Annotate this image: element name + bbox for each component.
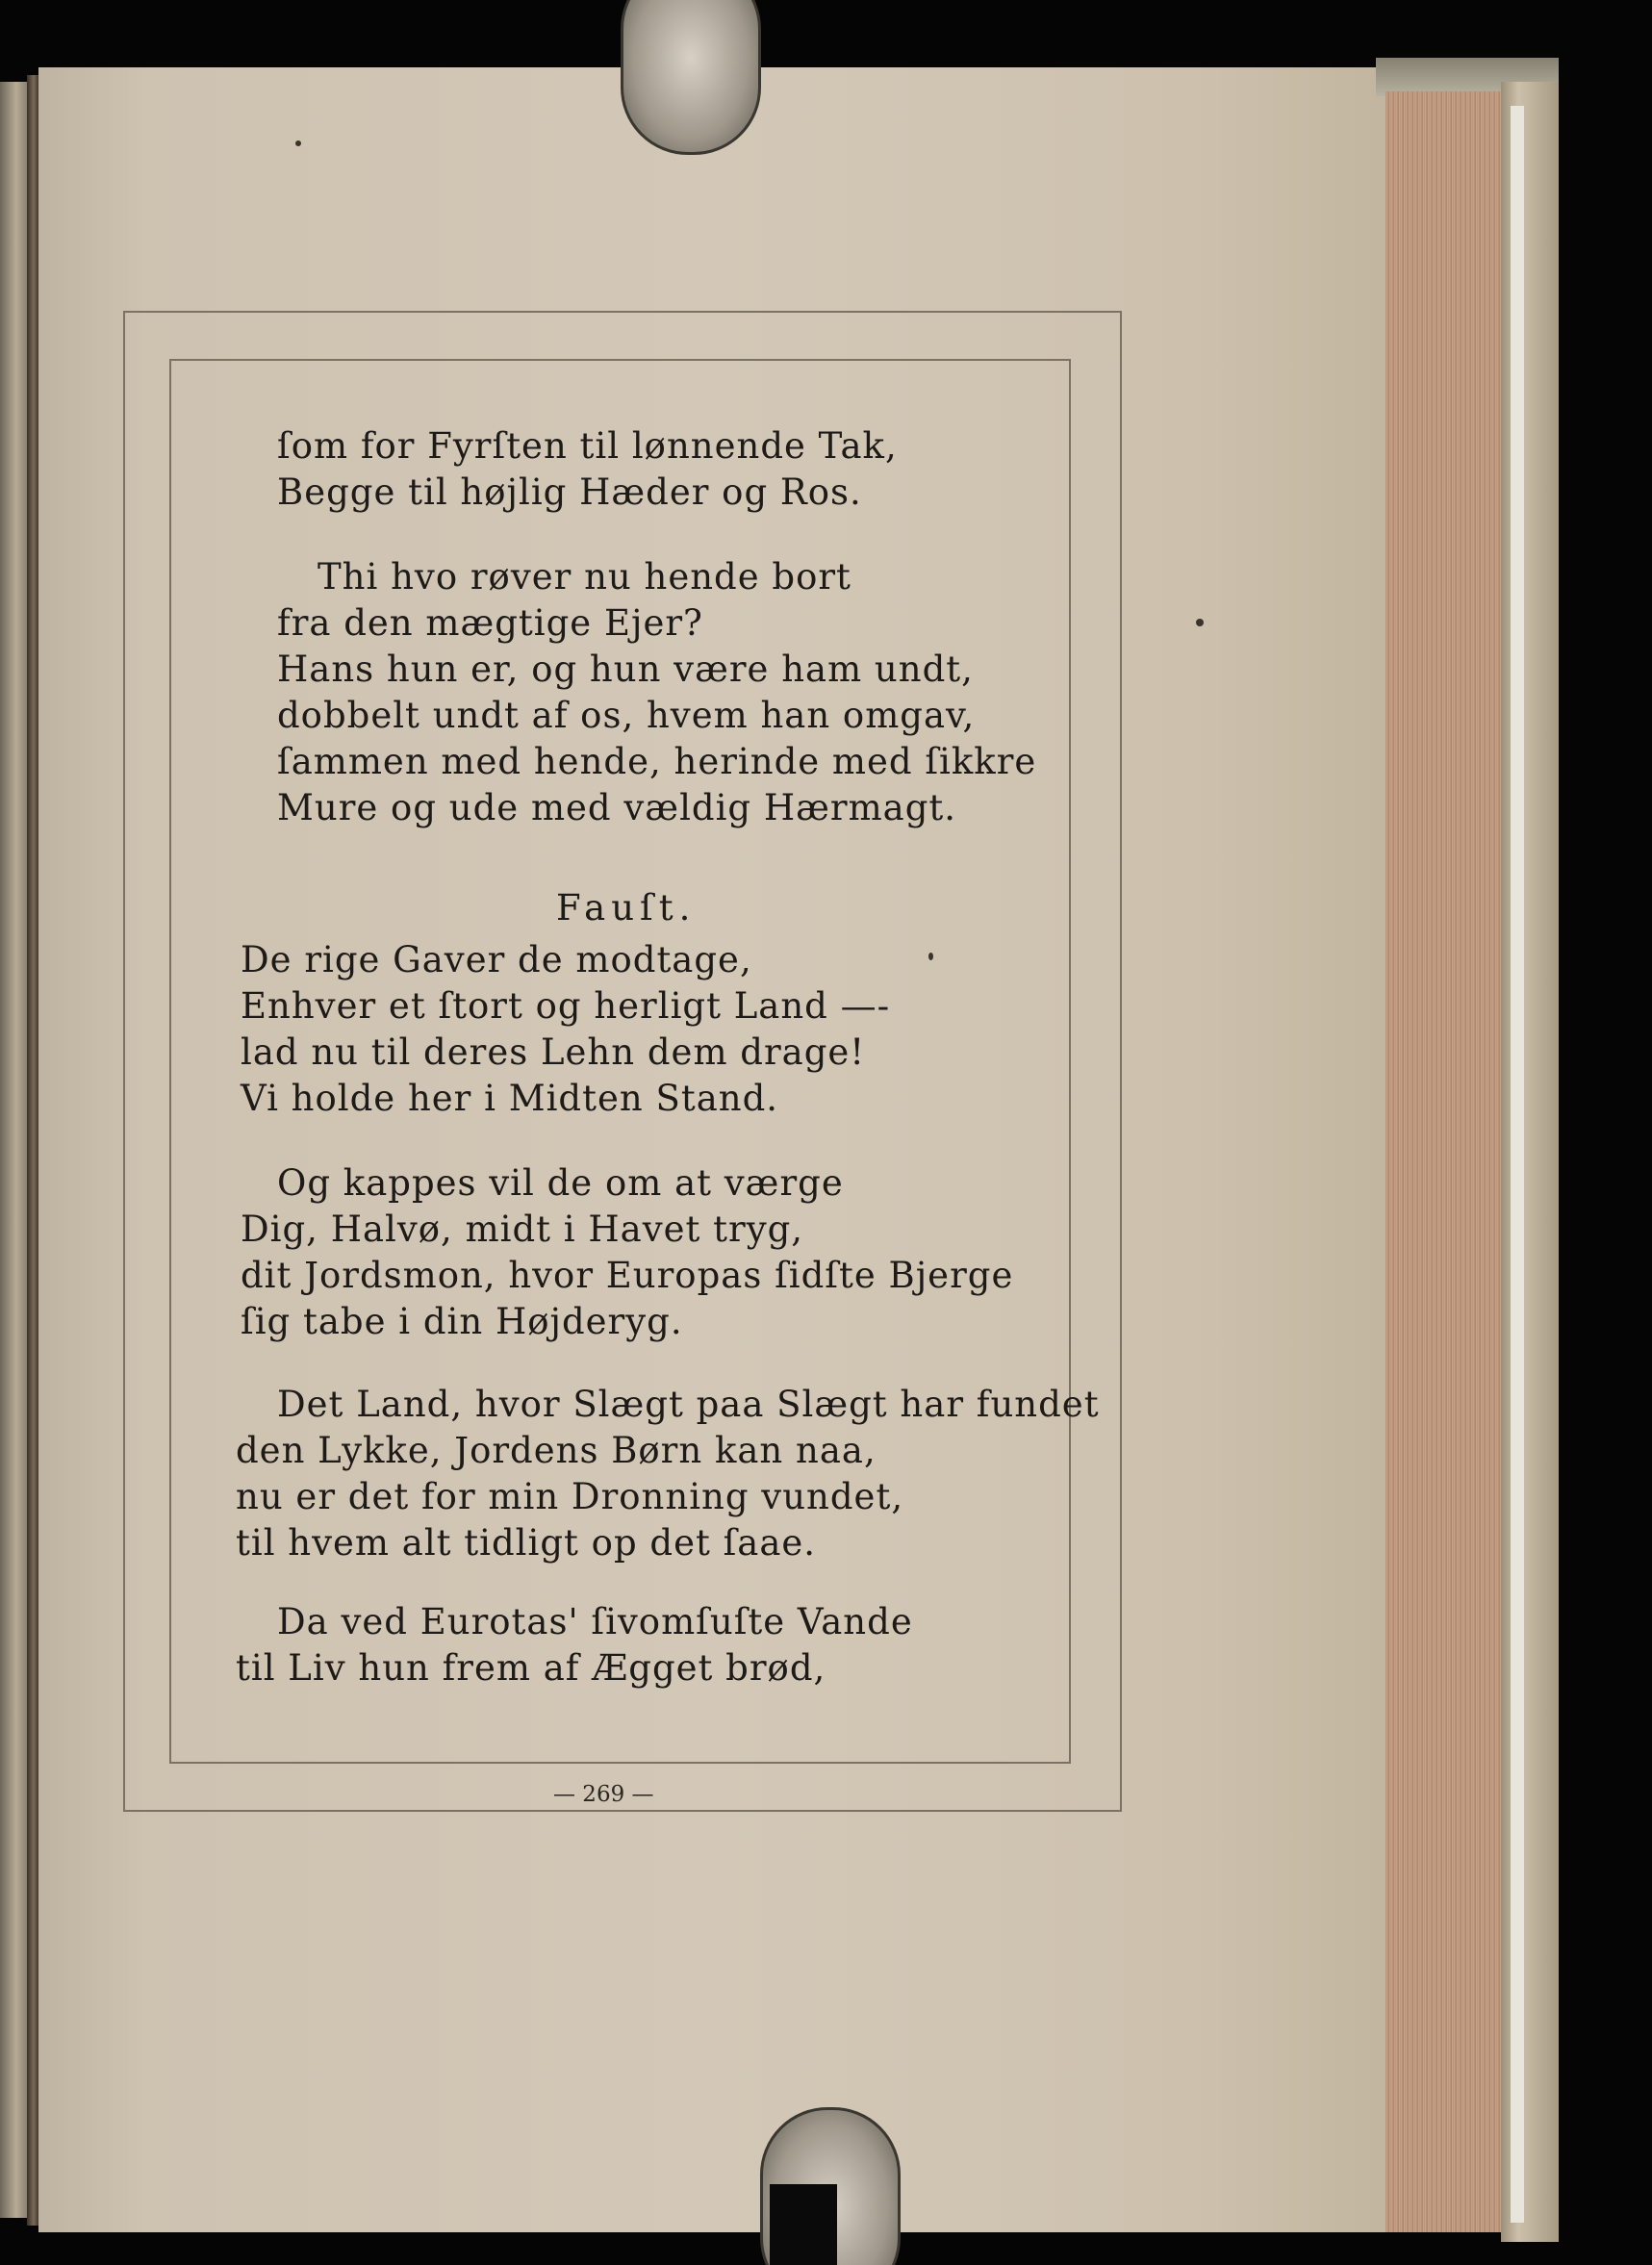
verse-line: Og kappes vil de om at værge <box>277 1162 844 1204</box>
verse-line: dit Jordsmon, hvor Europas ſidſte Bjerge <box>241 1255 1014 1296</box>
verse-line: Vi holde her i Midten Stand. <box>241 1078 779 1119</box>
page-stack-edge <box>1385 91 1506 2232</box>
paper-speck <box>295 140 301 146</box>
verse-line: ſom for Fyrſten til lønnende Tak, <box>277 425 898 467</box>
verse-line: Enhver et ſtort og herligt Land —- <box>241 985 891 1027</box>
verse-line: ſig tabe i din Højderyg. <box>241 1301 683 1342</box>
verse-line: til hvem alt tidligt op det ſaae. <box>236 1522 817 1564</box>
verse-line: Det Land, hvor Slægt paa Slægt har fundet <box>277 1384 1100 1425</box>
verse-line: Begge til højlig Hæder og Ros. <box>277 471 862 513</box>
verse-line: Da ved Eurotas' ſivomſuſte Vande <box>277 1601 913 1642</box>
paper-speck <box>1196 619 1204 626</box>
verse-line: Mure og ude med vældig Hærmagt. <box>277 787 957 828</box>
page-number: — 269 — <box>553 1782 654 1807</box>
verse-line: dobbelt undt af os, hvem han omgav, <box>277 695 976 736</box>
speaker-heading: Fauſt. <box>556 887 697 929</box>
verse-line: nu er det for min Dronning vundet, <box>236 1476 904 1517</box>
page-clip-top <box>621 0 761 155</box>
verse-line: fra den mægtige Ejer? <box>277 602 703 644</box>
verse-line: den Lykke, Jordens Børn kan naa, <box>236 1430 877 1471</box>
clip-strap-bottom <box>770 2184 837 2265</box>
verse-line: Hans hun er, og hun være ham undt, <box>277 649 974 690</box>
verse-line: lad nu til deres Lehn dem drage! <box>241 1031 866 1073</box>
verse-line: ſammen med hende, herinde med ſikkre <box>277 741 1037 782</box>
verse-line: Dig, Halvø, midt i Havet tryg, <box>241 1209 804 1250</box>
paper-speck <box>928 953 933 960</box>
book-cover-edge <box>1501 82 1559 2242</box>
left-page-edge <box>0 82 27 2218</box>
cover-white-strip <box>1511 106 1524 2223</box>
verse-line: De rige Gaver de modtage, <box>241 939 752 980</box>
verse-line: Thi hvo røver nu hende bort <box>318 556 851 598</box>
verse-line: til Liv hun frem af Ægget brød, <box>236 1647 826 1689</box>
